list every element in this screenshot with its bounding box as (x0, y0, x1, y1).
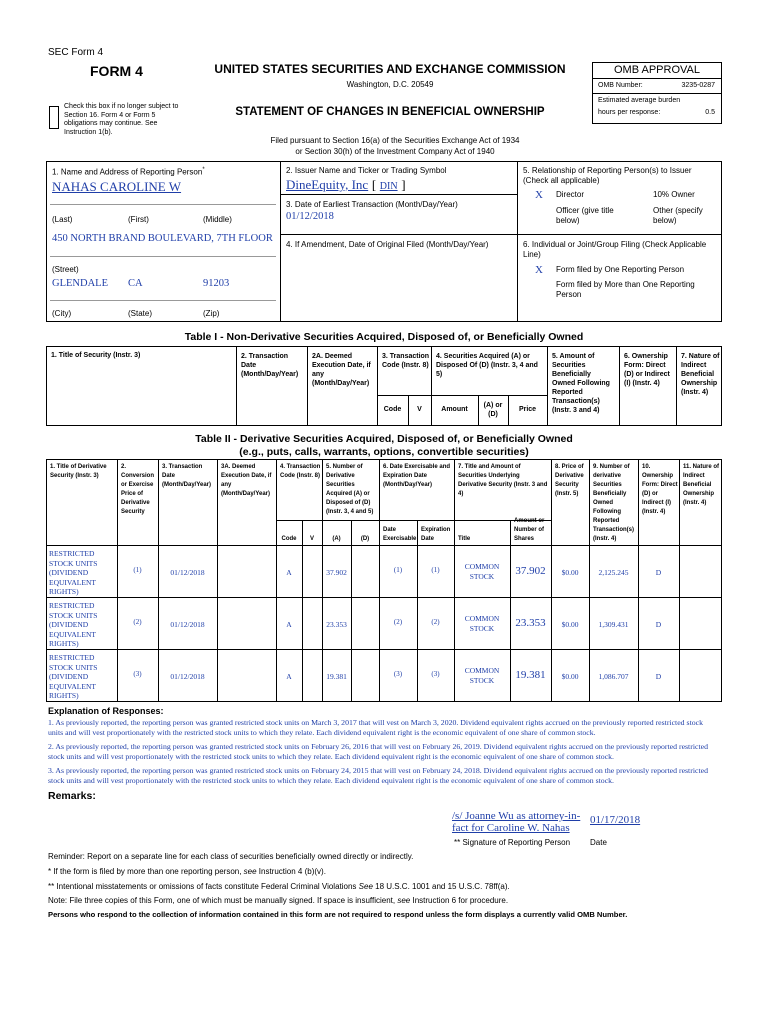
zip-value: 91203 (203, 278, 230, 289)
row-underlying-amount: 19.381 (515, 669, 546, 681)
checkbox-text: Check this box if no longer subject to Section 16. Form 4 or Form 5 obligations may continue. See Instruction 1(b). (64, 103, 179, 136)
row-price: $0.00 (561, 568, 579, 577)
row-code: A (286, 568, 292, 577)
omb-hours-label: hours per response: (598, 109, 661, 116)
reminder: Reminder: Report on a separate line for each class of securities beneficially owned directly or indirectly. (48, 852, 414, 861)
t2-col10: 10. Ownership Form: Direct (D) or Indirect (I) (Instr. 4) (642, 464, 678, 515)
state-value: CA (128, 278, 143, 289)
t1-col5: 5. Amount of Securities Beneficially Owned Following Reported Transaction(s) (Instr. 3 and 4) (552, 353, 610, 414)
row-conversion-price: (3) (133, 670, 142, 678)
t1-col4: 4. Securities Acquired (A) or Disposed Of (D) (Instr. 3, 4 and 5) (436, 353, 538, 378)
row-underlying-amount: 23.353 (515, 617, 546, 629)
row-amount-a: 23.353 (326, 620, 347, 629)
footnote-1: * If the form is filed by more than one reporting person, see Instruction 4 (b)(v). (48, 867, 326, 876)
row-ownership-form: D (655, 672, 662, 681)
omb-hours-value: 0.5 (705, 109, 715, 116)
row-underlying-title: COMMON STOCK (464, 666, 500, 685)
omb-number-label: OMB Number: (598, 82, 643, 89)
issuer-line: DineEquity, Inc [ DIN ] (286, 177, 406, 192)
row-transaction-date: 01/12/2018 (170, 620, 205, 629)
reporting-person-name[interactable]: NAHAS CAROLINE W (52, 179, 182, 194)
t2-col2: 2. Conversion or Exercise Price of Derivative Security (121, 464, 155, 515)
t2-col1: 1. Title of Derivative Security (Instr. 3) (50, 464, 107, 479)
t2-col3a: 3A. Deemed Execution Date, if any (Month/Day/Year) (221, 464, 272, 497)
signature-date: 01/17/2018 (590, 814, 641, 826)
explanation-1: 1. As previously reported, the reporting person was granted restricted stock units on March 3, 2017 that will vest on March 3, 2020. Dividend equivalent rights accrued on the previously reported restricted stock units and will vest proportionately with the restricted stock units to which they relate. Each dividend equivalent right is the economic equivalent of one share of common stock. (48, 718, 703, 737)
state-label: (State) (128, 309, 153, 318)
form-title: FORM 4 (90, 63, 143, 79)
row-owned-following: 2,125.245 (598, 568, 629, 577)
row-amount-a: 37.902 (326, 568, 347, 577)
footnote-3: Note: File three copies of this Form, one of which must be manually signed. If space is insufficient, see Instruction 6 for procedure. (48, 896, 509, 905)
t2-sub-title: Title (458, 536, 471, 542)
one-person-label: Form filed by One Reporting Person (556, 265, 685, 274)
t2-col9: 9. Number of derivative Securities Beneficially Owned Following Reported Transaction(s) (Instr. 4) (593, 464, 635, 542)
omb-title: OMB APPROVAL (593, 63, 721, 79)
row-underlying-title: COMMON STOCK (464, 614, 500, 633)
t2-sub-date-ex: Date Exercisable (383, 527, 417, 542)
other-label: Other (specify below) (653, 206, 703, 225)
omb-burden-label: Estimated average burden (598, 97, 681, 104)
row-conversion-price: (1) (133, 566, 142, 574)
row-price: $0.00 (561, 620, 579, 629)
ticker-link[interactable]: DIN (379, 181, 398, 192)
t1-col3: 3. Transaction Code (Instr. 8) (382, 353, 430, 369)
row-ownership-form: D (655, 620, 662, 629)
row-code: A (286, 672, 292, 681)
t1-sub-v: V (417, 406, 422, 413)
date-label: Date (590, 838, 607, 847)
t1-sub-price: Price (518, 406, 537, 413)
row-expiration-date: (2) (431, 618, 440, 626)
ten-pct-owner-label: 10% Owner (653, 190, 695, 199)
filed-pursuant-1: Filed pursuant to Section 16(a) of the Securities Exchange Act of 1934 (270, 136, 520, 145)
row-security-title: RESTRICTED STOCK UNITS (DIVIDEND EQUIVALENT RIGHTS) (49, 653, 98, 700)
row-date-exercisable: (2) (393, 618, 403, 626)
first-label: (First) (128, 215, 149, 224)
commission-title: UNITED STATES SECURITIES AND EXCHANGE COMMISSION (214, 62, 566, 76)
box4-label: 4. If Amendment, Date of Original Filed (Month/Day/Year) (286, 240, 489, 249)
t2-sub-v: V (309, 536, 314, 542)
t2-sub-code: Code (281, 536, 297, 542)
omb-number-value: 3235-0287 (681, 82, 715, 89)
table1-title: Table I - Non-Derivative Securities Acquired, Disposed of, or Beneficially Owned (184, 331, 584, 343)
sec-form-label: SEC Form 4 (48, 47, 104, 58)
filed-pursuant-2: or Section 30(h) of the Investment Company Act of 1940 (295, 147, 495, 156)
row-transaction-date: 01/12/2018 (170, 672, 205, 681)
row-conversion-price: (2) (133, 618, 142, 626)
commission-address: Washington, D.C. 20549 (346, 80, 434, 89)
row-transaction-date: 01/12/2018 (170, 568, 205, 577)
t1-col6: 6. Ownership Form: Direct (D) or Indirect (I) (Instr. 4) (624, 353, 670, 387)
explanation-2: 2. As previously reported, the reporting person was granted restricted stock units on February 26, 2016 that will vest on February 26, 2019. Dividend equivalent rights accrued on the previously reported restricted stock units and will vest proportionately with the restricted stock units to which they relate. Each dividend equivalent right is the economic equivalent of one share of common stock. (48, 742, 708, 761)
last-label: (Last) (52, 215, 73, 224)
director-mark[interactable]: X (535, 189, 543, 201)
signature-label: ** Signature of Reporting Person (454, 838, 571, 847)
row-owned-following: 1,086.707 (598, 672, 629, 681)
t2-sub-amount: Amount or Number of Shares (514, 518, 545, 542)
row-price: $0.00 (561, 672, 579, 681)
explanation-title: Explanation of Responses: (48, 706, 164, 716)
row-amount-a: 19.381 (326, 672, 347, 681)
city-value: GLENDALE (52, 278, 108, 289)
box1-label: 1. Name and Address of Reporting Person* (52, 167, 205, 177)
remarks-title: Remarks: (48, 790, 96, 802)
row-date-exercisable: (3) (393, 670, 403, 678)
row-owned-following: 1,309.431 (598, 620, 629, 629)
footnote-2: ** Intentional misstatements or omissions of facts constitute Federal Criminal Violations See 18 U.S.C. 1001 and 15 U.S.C. 78ff(a). (48, 882, 510, 891)
row-ownership-form: D (655, 568, 662, 577)
box6-label: 6. Individual or Joint/Group Filing (Check Applicable Line) (523, 240, 707, 259)
earliest-transaction-date: 01/12/2018 (286, 211, 334, 222)
t2-col3: 3. Transaction Date (Month/Day/Year) (162, 464, 212, 488)
row-code: A (286, 620, 292, 629)
statement-title: STATEMENT OF CHANGES IN BENEFICIAL OWNERSHIP (235, 106, 545, 118)
omb-approval-box (592, 62, 722, 124)
t2-col4: 4. Transaction Code (Instr. 8) (280, 464, 321, 479)
middle-label: (Middle) (203, 215, 232, 224)
t1-sub-aord: (A) or (D) (483, 402, 503, 418)
t2-sub-d: (D) (360, 536, 370, 542)
box2-label: 2. Issuer Name and Ticker or Trading Symbol (286, 166, 447, 175)
box3-label: 3. Date of Earliest Transaction (Month/Day/Year) (286, 200, 458, 209)
no-longer-subject-checkbox[interactable] (49, 106, 59, 129)
t1-col1: 1. Title of Security (Instr. 3) (51, 352, 141, 359)
t1-col2a: 2A. Deemed Execution Date, if any (Month/Day/Year) (312, 353, 371, 387)
street-value: 450 NORTH BRAND BOULEVARD, 7TH FLOOR (52, 233, 273, 244)
t2-col5: 5. Number of Derivative Securities Acquired (A) or Disposed of (D) (Instr. 3, 4 and 5) (326, 464, 374, 515)
omb-notice: Persons who respond to the collection of information contained in this form are not required to respond unless the form displays a currently valid OMB Number. (48, 910, 628, 919)
t1-sub-code: Code (383, 406, 402, 413)
one-person-mark[interactable]: X (535, 264, 543, 276)
director-label: Director (556, 190, 585, 199)
row-date-exercisable: (1) (393, 566, 403, 574)
row-expiration-date: (3) (431, 670, 440, 678)
row-underlying-title: COMMON STOCK (464, 562, 500, 581)
zip-label: (Zip) (203, 309, 220, 318)
more-person-label: Form filed by More than One Reporting Person (556, 280, 695, 299)
t2-col7: 7. Title and Amount of Securities Underlying Derivative Security (Instr. 3 and 4) (458, 464, 548, 497)
t1-sub-amount: Amount (441, 406, 468, 413)
table2-title: Table II - Derivative Securities Acquired, Disposed of, or Beneficially Owned (195, 433, 573, 445)
officer-label: Officer (give title below) (556, 206, 614, 225)
t2-col11: 11. Nature of Indirect Beneficial Ownership (Instr. 4) (683, 464, 720, 506)
row-expiration-date: (1) (431, 566, 440, 574)
street-label: (Street) (52, 265, 79, 274)
table2-subtitle: (e.g., puts, calls, warrants, options, convertible securities) (239, 446, 529, 458)
t2-col8: 8. Price of Derivative Security (Instr. 5) (555, 464, 584, 497)
t2-sub-exp: Expiration Date (421, 527, 451, 542)
t1-col7: 7. Nature of Indirect Beneficial Ownership (Instr. 4) (681, 353, 720, 396)
t1-col2: 2. Transaction Date (Month/Day/Year) (241, 353, 299, 378)
t2-sub-a: (A) (332, 536, 341, 542)
box5-label: 5. Relationship of Reporting Person(s) to Issuer (Check all applicable) (523, 166, 692, 185)
row-underlying-amount: 37.902 (515, 565, 546, 577)
row-security-title: RESTRICTED STOCK UNITS (DIVIDEND EQUIVALENT RIGHTS) (49, 601, 98, 648)
signature: /s/ Joanne Wu as attorney-in-fact for Caroline W. Nahas (452, 810, 581, 834)
explanation-3: 3. As previously reported, the reporting person was granted restricted stock units on February 24, 2015 that will vest on February 24, 2018. Dividend equivalent rights accrued on the previously reported restricted stock units and will vest proportionately with the restricted stock units to which they relate. Each dividend equivalent right is the economic equivalent of one share of common stock. (48, 766, 708, 785)
row-security-title: RESTRICTED STOCK UNITS (DIVIDEND EQUIVALENT RIGHTS) (49, 549, 98, 596)
city-label: (City) (52, 309, 72, 318)
issuer-name-link[interactable]: DineEquity, Inc (286, 177, 369, 192)
t2-col6: 6. Date Exercisable and Expiration Date (Month/Day/Year) (383, 464, 451, 488)
